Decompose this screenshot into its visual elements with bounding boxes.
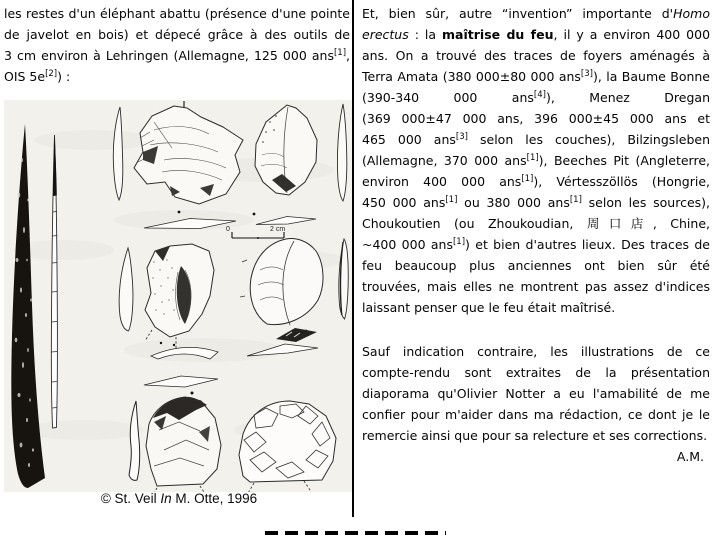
scale-length-label: 2 cm: [270, 226, 286, 233]
left-column: [4, 0, 350, 548]
fire-paragraph: Et, bien sûr, autre “invention” importante d'Homo erectus : la maîtrise du feu, il y a environ 400 000 ans. On a trouvé des traces de foyers aménagés à Terra Amata (380 000±80 000 ans[3]), la Baume Bonne (390-340 000 ans[4]), Menez Dregan (369 000±47 000 ans, 396 000±45 000 ans et 465 000 ans[3] selon les couches), Bilzingsleben (Allemagne, 370 000 ans[1]), Beeches Pit (Angleterre, environ 400 000 ans[1]), Vértesszöllös (Hongrie, 450 000 ans[1] ou 380 000 ans[1] selon les sources), Choukoutien (ou Zhoukoudian, 周口店, Chine, ~400 000 ans[1]) et bien d'autres lieux. Des traces de feu beaucoup plus anciennes ont bien sûr été trouvées, mais elles ne montrent pas assez d'indices laissant penser que le feu était maîtrisé.: [362, 6, 711, 315]
stone-tools-illustration: [4, 100, 354, 492]
author-initials: A.M.: [676, 449, 704, 464]
section-divider-dashes: [265, 531, 446, 535]
column-divider-line: [352, 0, 354, 517]
figure-caption: © St. Veil In M. Otte, 1996: [100, 491, 258, 506]
orientation-dot: [191, 392, 194, 395]
right-column: [362, 0, 710, 467]
scale-zero-label: 0: [226, 226, 230, 233]
lehringen-figure: [4, 100, 354, 492]
credits-paragraph: Sauf indication contraire, les illustrations de ce compte-rendu sont extraites de la présentation diaporama qu'Olivier Notter a eu l'amabilité de me confier pour m'aider dans ma rédaction, ce dont je le remercie ainsi que pour sa relecture et ses corrections.: [362, 344, 710, 443]
orientation-dot: [178, 211, 181, 214]
orientation-dot: [253, 213, 256, 216]
intro-paragraph: les restes d'un éléphant abattu (présence d'une pointe de javelot en bois) et dépecé grâce à des outils de 3 cm environ à Lehringen (Allemagne, 125 000 ans[1], OIS 5e[2]) :: [4, 6, 350, 84]
